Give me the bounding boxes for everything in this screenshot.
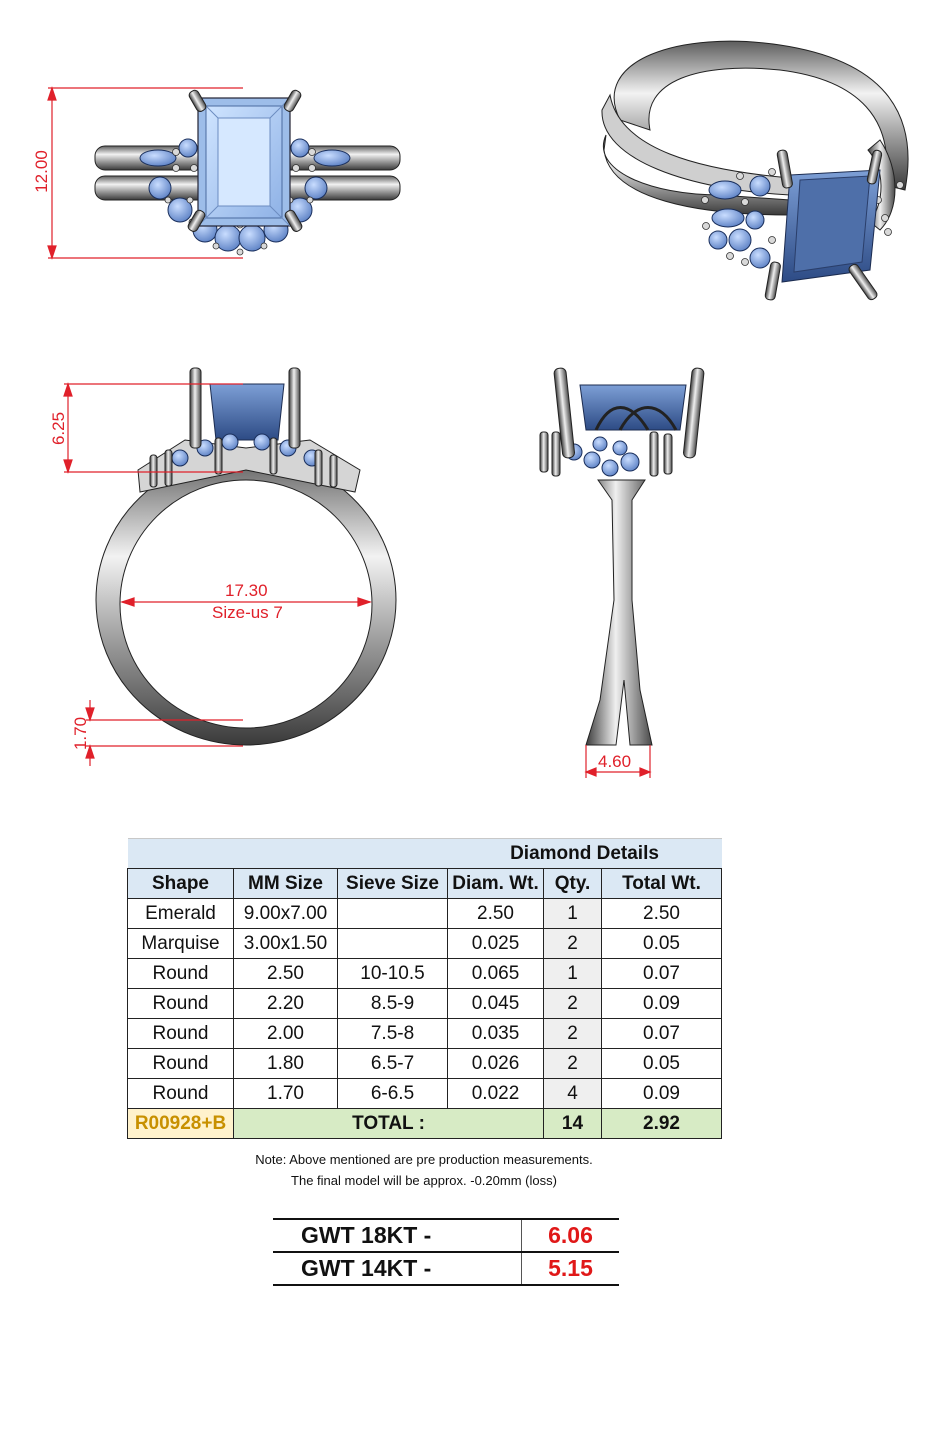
cell-sieve-size: 6-6.5 xyxy=(338,1079,448,1109)
weight-label: GWT 14KT - xyxy=(273,1252,522,1285)
end-view-ring xyxy=(540,368,704,745)
weight-label: GWT 18KT - xyxy=(273,1219,522,1252)
cell-qty: 1 xyxy=(544,899,602,929)
cell-shape: Round xyxy=(128,1079,234,1109)
weight-row xyxy=(273,1219,619,1252)
profile-view-ring xyxy=(96,368,396,745)
table-title-row xyxy=(128,839,722,869)
cell-total-wt: 0.09 xyxy=(602,1079,722,1109)
inner-diameter-label: 17.30 xyxy=(225,581,268,600)
cell-mm-size: 2.00 xyxy=(234,1019,338,1049)
cell-total-wt: 0.07 xyxy=(602,1019,722,1049)
height-dimension-label: 12.00 xyxy=(31,150,51,193)
cell-diam-wt: 2.50 xyxy=(448,899,544,929)
cell-diam-wt: 0.065 xyxy=(448,959,544,989)
cell-total-wt: 0.09 xyxy=(602,989,722,1019)
table-header-row xyxy=(128,869,722,899)
note-line-2: The final model will be approx. -0.20mm (loss) xyxy=(291,1173,557,1188)
ring-size-label: Size-us 7 xyxy=(212,603,283,622)
cell-mm-size: 2.20 xyxy=(234,989,338,1019)
band-width-label: 4.60 xyxy=(598,752,632,771)
column-header: Shape xyxy=(128,869,234,899)
column-header: Total Wt. xyxy=(602,869,722,899)
weight-row xyxy=(273,1252,619,1285)
table-row xyxy=(128,1019,722,1049)
cell-mm-size: 1.70 xyxy=(234,1079,338,1109)
cell-qty: 2 xyxy=(544,1019,602,1049)
cell-total-wt: 0.05 xyxy=(602,1049,722,1079)
cell-qty: 4 xyxy=(544,1079,602,1109)
note-line-1: Note: Above mentioned are pre production measurements. xyxy=(255,1152,593,1167)
setting-height-label: 6.25 xyxy=(49,411,69,446)
band-thickness-label: 1.70 xyxy=(71,716,91,751)
cell-shape: Emerald xyxy=(128,899,234,929)
total-label: TOTAL : xyxy=(234,1109,544,1139)
cell-total-wt: 0.05 xyxy=(602,929,722,959)
side-view-drawing xyxy=(0,360,949,800)
cell-qty: 2 xyxy=(544,1049,602,1079)
cell-sieve-size xyxy=(338,899,448,929)
cell-diam-wt: 0.035 xyxy=(448,1019,544,1049)
gold-weight-table xyxy=(273,1218,619,1286)
cell-qty: 2 xyxy=(544,929,602,959)
table-row xyxy=(128,1049,722,1079)
cell-shape: Marquise xyxy=(128,929,234,959)
cell-diam-wt: 0.045 xyxy=(448,989,544,1019)
front-view-ring xyxy=(95,89,400,255)
cell-qty: 2 xyxy=(544,989,602,1019)
cell-sieve-size xyxy=(338,929,448,959)
weight-value: 5.15 xyxy=(522,1252,620,1285)
column-header: Qty. xyxy=(544,869,602,899)
table-row xyxy=(128,989,722,1019)
total-weight: 2.92 xyxy=(602,1109,722,1139)
diamond-details-table xyxy=(127,838,722,1139)
cell-shape: Round xyxy=(128,1019,234,1049)
cell-mm-size: 1.80 xyxy=(234,1049,338,1079)
perspective-view-ring xyxy=(602,41,908,301)
table-total-row xyxy=(128,1109,722,1139)
cell-diam-wt: 0.026 xyxy=(448,1049,544,1079)
cell-sieve-size: 8.5-9 xyxy=(338,989,448,1019)
top-view-drawing xyxy=(0,0,949,320)
cell-total-wt: 2.50 xyxy=(602,899,722,929)
table-row xyxy=(128,959,722,989)
cell-total-wt: 0.07 xyxy=(602,959,722,989)
cell-sieve-size: 7.5-8 xyxy=(338,1019,448,1049)
cell-shape: Round xyxy=(128,959,234,989)
cell-shape: Round xyxy=(128,1049,234,1079)
total-qty: 14 xyxy=(544,1109,602,1139)
weight-value: 6.06 xyxy=(522,1219,620,1252)
cell-shape: Round xyxy=(128,989,234,1019)
cell-qty: 1 xyxy=(544,959,602,989)
cell-sieve-size: 6.5-7 xyxy=(338,1049,448,1079)
column-header: Diam. Wt. xyxy=(448,869,544,899)
table-row xyxy=(128,929,722,959)
table-title: Diamond Details xyxy=(448,839,722,869)
cell-diam-wt: 0.025 xyxy=(448,929,544,959)
table-row xyxy=(128,1079,722,1109)
table-row xyxy=(128,899,722,929)
column-header: MM Size xyxy=(234,869,338,899)
cell-mm-size: 9.00x7.00 xyxy=(234,899,338,929)
column-header: Sieve Size xyxy=(338,869,448,899)
cell-mm-size: 2.50 xyxy=(234,959,338,989)
cell-diam-wt: 0.022 xyxy=(448,1079,544,1109)
cell-mm-size: 3.00x1.50 xyxy=(234,929,338,959)
cell-sieve-size: 10-10.5 xyxy=(338,959,448,989)
product-code: R00928+B xyxy=(128,1109,234,1139)
